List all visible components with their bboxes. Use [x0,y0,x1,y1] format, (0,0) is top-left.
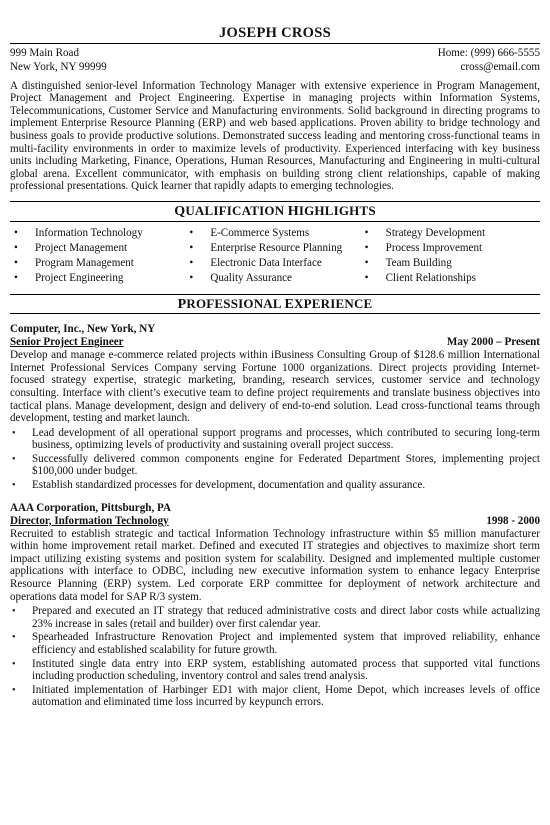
company-name: Computer, Inc., New York, NY [10,323,156,336]
bullet-icon: • [364,271,369,284]
bullet-icon: • [189,226,194,239]
achievement-list [10,427,540,493]
resume-page [10,0,540,709]
qualifications-heading: QUALIFICATION HIGHLIGHTS [10,201,540,222]
bullet-icon: • [189,256,194,269]
address-line-2: New York, NY 99999 [10,60,107,73]
bullet-icon: • [12,480,16,492]
bullet-icon: • [14,256,18,269]
list-item: • Program Management [14,256,134,269]
bullet-icon: • [12,684,16,696]
list-item: • Enterprise Resource Planning [189,241,343,254]
role-row [10,515,540,528]
job-description: Recruited to establish strategic and tactical Information Technology infrastructure within $5 million manufacturer within home improvement retail market. Defined and executed IT strategies and objectives to maximize short term impact utilizing existing systems and position system for scalability. Designed and implemented multiple customer applications with interface to ODBC, including new executive information system to enhance legacy Enterprise Resource Planning (ERP) system. Led corporate ERP committee for deployment of network architecture and operations data model for SAP R/3 system. [10,527,540,603]
candidate-name: JOSEPH CROSS [10,4,540,44]
job-entry-computer-inc [10,322,540,493]
contact-row-2 [10,60,540,74]
list-item: • Project Management [14,241,128,254]
qualifications-column-3 [365,226,540,286]
role-title: Director, Information Technology [10,514,169,527]
job-description: Develop and manage e-commerce related projects within iBusiness Consulting Group of $128.6 million International Internet Professional Services Company serving Fortune 1000 organizations. Direct projects providing Internet-focused strategy expertise, strategic marketing, branding, research services, customer service and technology consulting. Interface with client’s executive team to define project requirements and translate business objectives into tactical plans. Manage development, design and delivery of end-to-end solution. Lead cross-functional teams through development, testing and market launch. [10,349,540,425]
list-item: • Electronic Data Interface [189,256,322,269]
address-line-1: 999 Main Road [10,46,80,59]
bullet-icon: • [364,226,369,239]
list-item: • Lead development of all operational support programs and processes, which contributed to securing long-term business, optimizing levels of productivity and sustaining overall project success. [12,426,540,452]
summary-paragraph: A distinguished senior-level Information Technology Manager with extensive experience in Program Management, Project Management and Project Engineering. Expertise in managing projects within Information Systems, Telecommunications, Customer Service and Manufacturing environments. Solid background in directing programs to implement Enterprise Resource Planning (ERP) and web based applications. Proven ability to bridge technology and business goals to provide productive solutions. Demonstrated success leading and mentoring cross-functional teams in multi-facility environments in order to maximize levels of productivity. Experienced interfacing with key business units including Marketing, Finance, Operations, Human Resources, Manufacturing and Engineering in multi-cultural global arena. Excellent communicator, with emphasis on building strong client relationships, capable of making professional presentations. Quick learner that rapidly adapts to emerging technologies. [10,79,540,193]
list-item: • Information Technology [14,226,143,239]
bullet-icon: • [14,271,18,284]
bullet-icon: • [12,658,16,670]
experience-heading: PROFESSIONAL EXPERIENCE [10,294,540,315]
bullet-icon: • [12,427,16,439]
bullet-icon: • [364,256,369,269]
role-dates: 1998 - 2000 [486,514,540,527]
list-item: • Successfully delivered common components engine for Federated Department Stores, implementing project $100,000 under budget. [12,452,540,478]
list-item: • Initiated implementation of Harbinger ED1 with major client, Home Depot, which increases levels of office automation and eliminated time loss incurred by keypunch errors. [12,683,540,709]
company-name: AAA Corporation, Pittsburgh, PA [10,501,171,514]
list-item: • E-Commerce Systems [189,226,310,239]
list-item: • Spearheaded Infrastructure Renovation Project and implemented system that improved reliability, enhance efficiency and established scalability for future growth. [12,631,540,656]
bullet-icon: • [12,453,16,465]
list-item: • Team Building [364,256,452,269]
list-item: • Project Engineering [14,271,124,284]
job-entry-aaa-corporation [10,501,540,709]
bullet-icon: • [364,241,369,254]
role-row [10,336,540,349]
email-link[interactable]: cross@email.com [460,60,540,73]
list-item: • Process Improvement [364,241,483,254]
achievement-list [10,605,540,709]
bullet-icon: • [14,226,18,239]
list-item: • Quality Assurance [189,271,292,284]
qualifications-column-1 [14,226,189,286]
list-item: • Client Relationships [364,271,476,284]
bullet-icon: • [12,606,16,618]
phone: Home: (999) 666-5555 [437,46,540,59]
role-title: Senior Project Engineer [10,336,124,349]
qualifications-grid [10,226,540,286]
list-item: • Establish standardized processes for development, documentation and quality assurance. [12,479,426,492]
bullet-icon: • [12,632,16,644]
role-dates: May 2000 – Present [446,336,540,349]
contact-row-1 [10,46,540,60]
list-item: • Prepared and executed an IT strategy that reduced administrative costs and direct labor costs while actualizing 23% increase in sales (retail and builder) over first calendar year. [12,605,540,630]
bullet-icon: • [189,241,194,254]
bullet-icon: • [189,271,194,284]
list-item: • Instituted single data entry into ERP system, establishing automated process that supported vital functions including production scheduling, inventory control and sales trend analysis. [12,657,540,683]
qualifications-column-2 [189,226,364,286]
list-item: • Strategy Development [364,226,486,239]
bullet-icon: • [14,241,18,254]
